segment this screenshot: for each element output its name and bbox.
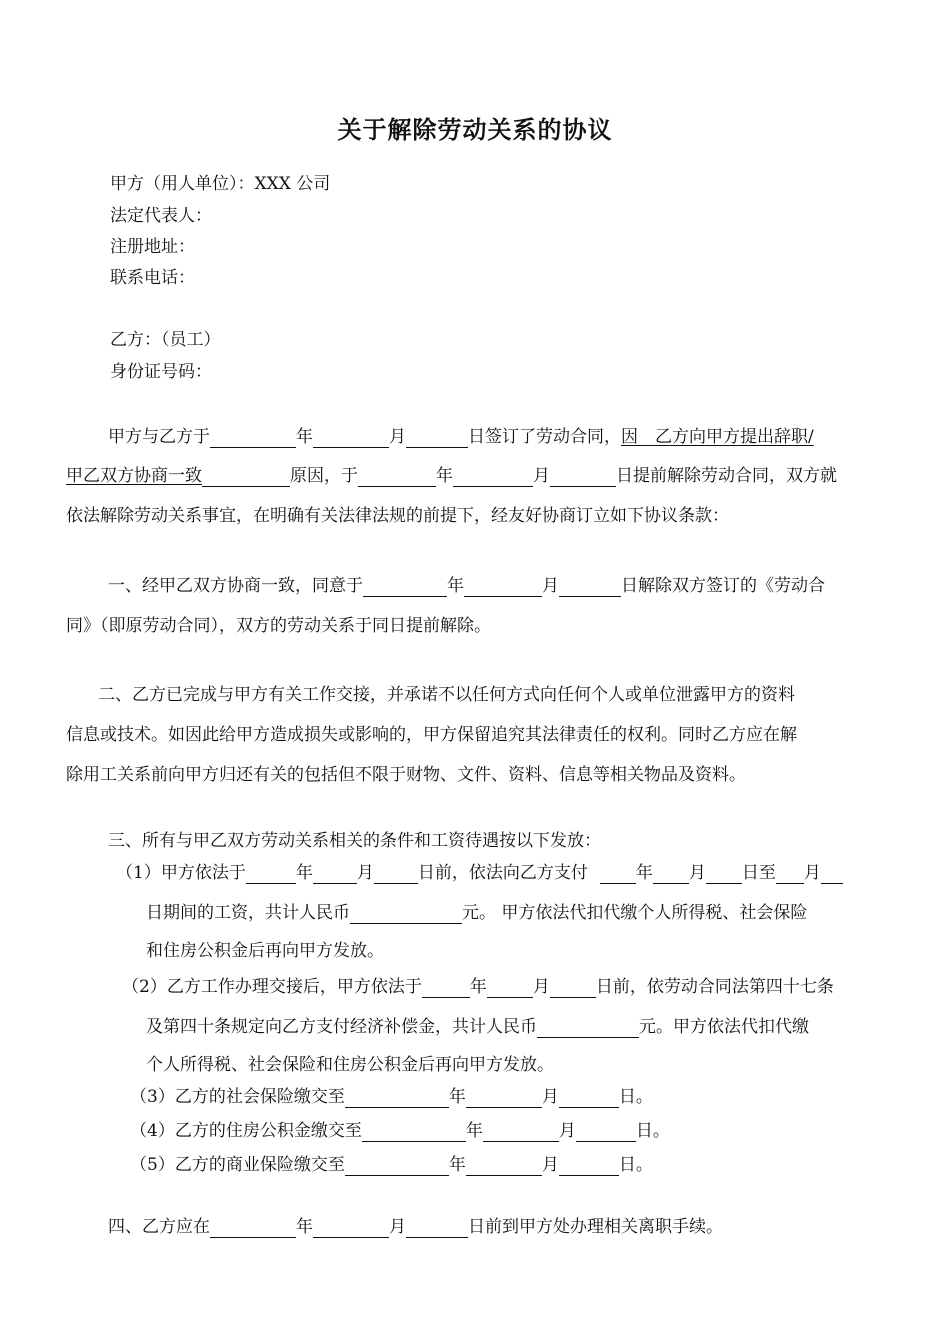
clause-3-item-1-line-1 [116, 862, 843, 884]
party-a-representative: 法定代表人： [110, 206, 212, 226]
blank-month [453, 467, 533, 487]
year-label: 年 [635, 863, 653, 883]
month-label: 月 [558, 1121, 576, 1141]
blank-month [483, 1122, 559, 1142]
clause-2-line-2: 信息或技术。如因此给甲方造成损失或影响的，甲方保留追究其法律责任的权利。同时乙方应在解 [66, 725, 797, 745]
blank-month [487, 978, 533, 998]
intro-text: 原因，于 [290, 466, 358, 486]
clause-1-line-1 [108, 575, 825, 597]
blank-month [313, 428, 389, 448]
month-label: 月 [389, 427, 406, 447]
blank-year [422, 978, 470, 998]
blank-month [653, 864, 689, 884]
item-text: 日。 [635, 1121, 670, 1141]
blank-day [559, 577, 621, 597]
item-text: 及第四十条规定向乙方支付经济补偿金，共计人民币 [146, 1017, 537, 1037]
blank-year [362, 1122, 466, 1142]
clause-3-item-1-line-3: 和住房公积金后再向甲方发放。 [146, 941, 384, 961]
month-label: 月 [688, 863, 706, 883]
month-label: 月 [532, 977, 550, 997]
reason-underlined: 因 乙方向甲方提出辞职/ [621, 427, 814, 447]
blank-month [466, 1156, 542, 1176]
year-label: 年 [469, 977, 487, 997]
clause-1-text: 一、经甲乙双方协商一致，同意于 [108, 576, 363, 596]
clause-2-line-3: 除用工关系前向甲方归还有关的包括但不限于财物、文件、资料、信息等相关物品及资料。 [66, 765, 746, 785]
intro-line-1 [108, 426, 814, 448]
month-label: 月 [356, 863, 374, 883]
blank-year [358, 467, 436, 487]
blank-year [210, 1218, 296, 1238]
item-text: （2）乙方工作办理交接后，甲方依法于 [122, 977, 422, 997]
clause-4-text: 四、乙方应在 [108, 1217, 210, 1237]
reason-underlined: 甲乙双方协商一致 [66, 466, 202, 486]
item-text: 日前，依法向乙方支付 [417, 863, 588, 883]
party-a-name: 甲方（用人单位）：XXX 公司 [110, 174, 331, 194]
blank-day [550, 467, 616, 487]
clause-4-text: 日前到甲方处办理相关离职手续。 [468, 1217, 723, 1237]
clause-4-line-1 [108, 1216, 723, 1238]
blank-reason [202, 467, 290, 487]
document-title: 关于解除劳动关系的协议 [337, 115, 613, 144]
blank-month [776, 864, 804, 884]
blank-day [374, 864, 418, 884]
item-text: 元。甲方依法代扣代缴 [639, 1017, 809, 1037]
item-text: 日。 [618, 1087, 653, 1107]
clause-3-item-1-line-2 [146, 902, 807, 924]
intro-text: 日提前解除劳动合同，双方就 [616, 466, 837, 486]
item-text: （3）乙方的社会保险缴交至 [130, 1087, 345, 1107]
month-label: 月 [533, 466, 550, 486]
clause-3-item-2-line-2 [146, 1016, 809, 1038]
item-text: 日期间的工资，共计人民币 [146, 903, 350, 923]
item-text: 日至 [741, 863, 776, 883]
party-b-name: 乙方：（员工） [110, 330, 221, 350]
blank-amount [350, 904, 462, 924]
year-label: 年 [436, 466, 453, 486]
clause-2-line-1: 二、乙方已完成与甲方有关工作交接，并承诺不以任何方式向任何个人或单位泄露甲方的资料 [98, 685, 795, 705]
item-text: 元。 甲方依法代扣代缴个人所得税、社会保险 [462, 903, 808, 923]
blank-amount [537, 1018, 639, 1038]
blank-day [821, 864, 843, 884]
blank-year [345, 1088, 449, 1108]
month-label: 月 [803, 863, 821, 883]
blank-year [363, 577, 447, 597]
blank-month [313, 864, 357, 884]
year-label: 年 [295, 863, 313, 883]
item-text: （1）甲方依法于 [116, 863, 246, 883]
blank-month [464, 577, 542, 597]
blank-month [313, 1218, 389, 1238]
month-label: 月 [389, 1217, 406, 1237]
clause-3-item-3 [130, 1086, 653, 1108]
item-text: 日前，依劳动合同法第四十七条 [595, 977, 834, 997]
month-label: 月 [541, 1087, 559, 1107]
blank-year [600, 864, 636, 884]
blank-day [406, 428, 468, 448]
blank-day [576, 1122, 636, 1142]
year-label: 年 [465, 1121, 483, 1141]
year-label: 年 [296, 1217, 313, 1237]
intro-text: 甲方与乙方于 [108, 427, 210, 447]
blank-day [550, 978, 596, 998]
year-label: 年 [447, 576, 464, 596]
blank-year [345, 1156, 449, 1176]
intro-text: 日签订了劳动合同， [468, 427, 621, 447]
clause-3-item-5 [130, 1154, 653, 1176]
blank-month [466, 1088, 542, 1108]
clause-3-item-4 [130, 1120, 670, 1142]
blank-day [559, 1088, 619, 1108]
year-label: 年 [448, 1155, 466, 1175]
blank-day [706, 864, 742, 884]
clause-1-text: 日解除双方签订的《劳动合 [621, 576, 825, 596]
intro-line-2 [66, 465, 837, 487]
blank-year [210, 428, 296, 448]
intro-line-3: 依法解除劳动关系事宜，在明确有关法律法规的前提下，经友好协商订立如下协议条款： [66, 506, 729, 526]
item-text: （4）乙方的住房公积金缴交至 [130, 1121, 362, 1141]
month-label: 月 [542, 576, 559, 596]
item-text: （5）乙方的商业保险缴交至 [130, 1155, 345, 1175]
blank-year [246, 864, 296, 884]
month-label: 月 [541, 1155, 559, 1175]
item-text: 日。 [618, 1155, 653, 1175]
party-b-id: 身份证号码： [110, 362, 212, 382]
year-label: 年 [296, 427, 313, 447]
clause-3-item-2-line-1 [122, 976, 834, 998]
year-label: 年 [448, 1087, 466, 1107]
party-a-phone: 联系电话： [110, 268, 195, 288]
clause-3-heading: 三、所有与甲乙双方劳动关系相关的条件和工资待遇按以下发放： [108, 831, 601, 851]
party-a-address: 注册地址： [110, 237, 195, 257]
clause-3-item-2-line-3: 个人所得税、社会保险和住房公积金后再向甲方发放。 [146, 1055, 554, 1075]
blank-day [406, 1218, 468, 1238]
blank-day [559, 1156, 619, 1176]
clause-1-line-2: 同》（即原劳动合同），双方的劳动关系于同日提前解除。 [66, 616, 491, 636]
